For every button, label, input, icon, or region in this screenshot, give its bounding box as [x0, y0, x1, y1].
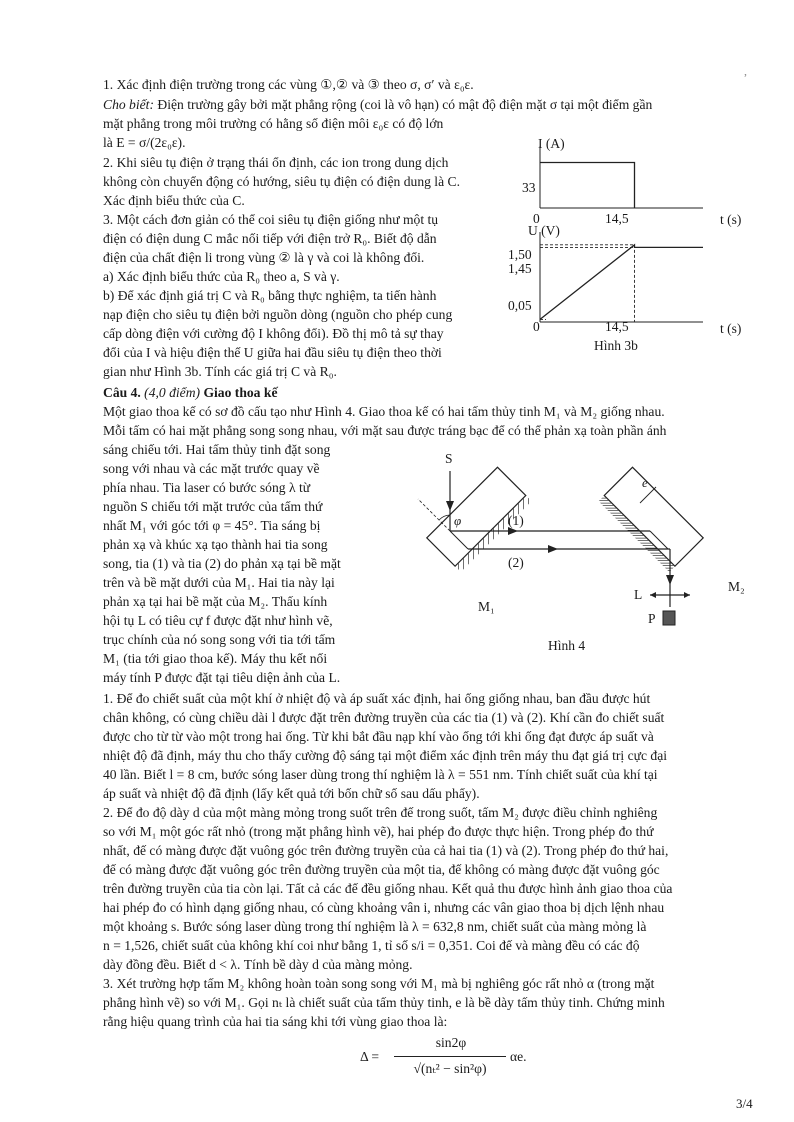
q4-p2-line: dày đồng đều. Biết d < λ. Tính bề dày d của màng mỏng. [103, 957, 413, 972]
figure-4-caption: Hình 4 [548, 638, 586, 653]
q4-left-line: trục chính của nó song song với tia tới tấm [103, 632, 336, 647]
voltage-tick-x14: 14,5 [605, 319, 629, 334]
formula-numerator: sin2φ [435, 1035, 467, 1050]
q4-intro-line2: Mỗi tấm có hai mặt phẳng song song nhau, với mặt sau được tráng bạc để có thể phản xạ toàn phần ánh [103, 423, 667, 438]
m2-label: M₂ [728, 579, 745, 594]
q3-item3-line2: điện có điện dung C mắc nối tiếp với điện trở R₀. Biết độ dẫn [103, 231, 437, 246]
current-tick-x0: 0 [533, 211, 540, 226]
q4-intro-line1: Một giao thoa kế có sơ đồ cấu tạo như Hình 4. Giao thoa kế có hai tấm thủy tinh M₁ và M₂ giống nhau. [103, 404, 665, 419]
q3-item3-line1: 3. Một cách đơn giản có thể coi siêu tụ điện giống như một tụ [103, 212, 439, 227]
q4-p2-line: 2. Để đo độ dày d của một màng mỏng trong suốt trên đế trong suốt, tấm M₂ được điều chỉnh nghiêng [103, 805, 658, 820]
current-tick-33: 33 [522, 180, 536, 195]
current-x-label: t (s) [720, 212, 742, 227]
figure-3b-caption: Hình 3b [594, 338, 638, 353]
q4-left-line: hội tụ L có tiêu cự f được đặt như hình vẽ, [103, 613, 333, 628]
q4-p2-line: trên đường truyền của tia còn lại. Tất cả các đế đều giống nhau. Kết quả thu được hình ảnh giao thoa của [103, 881, 673, 896]
q4-heading-num: Câu 4. [103, 385, 141, 400]
q3-item3b-line1: b) Để xác định giá trị C và R₀ bằng thực nghiệm, ta tiến hành [103, 288, 437, 303]
q3-item3b-line5: gian như Hình 3b. Tính các giá trị C và R₀. [103, 364, 337, 379]
q4-left-line: M₁ (tia tới giao thoa kế). Máy thu kết nối [103, 651, 328, 666]
lens-arrow-right [684, 592, 690, 598]
q3-item3-line3: điện của chất điện li trong vùng ② là γ và coi là không đổi. [103, 250, 425, 265]
q3-item1: 1. Xác định điện trường trong các vùng ①,② và ③ theo σ, σ′ và ε₀ε. [103, 77, 474, 92]
q4-left-line: máy tính P được đặt tại tiêu diện ảnh của L. [103, 670, 341, 685]
current-series-line [540, 163, 635, 209]
q4-p1-line: được cho từ từ vào một trong hai ống. Từ khi bắt đầu nạp khí vào ống tới khi ống đạt được áp suất và [103, 729, 654, 744]
formula-fraction-bar [394, 1056, 506, 1057]
current-tick-x14: 14,5 [605, 211, 629, 226]
q4-heading [103, 384, 770, 402]
q3-item3b-line4: đổi của I và hiệu điện thế U giữa hai đầu siêu tụ điện theo thời [103, 345, 442, 360]
q4-p3-line: rằng hiệu quang trình của hai tia sáng khi tới vùng giao thoa là: [103, 1014, 448, 1029]
q3-hint-line2: mặt phẳng trong môi trường có hằng số điện môi ε₀ε có độ lớn [103, 116, 444, 131]
q3-item2-line3: Xác định biểu thức của C. [103, 193, 245, 208]
formula-lhs: Δ = [360, 1049, 380, 1064]
q4-p2-line: nhất, đế có màng được đặt vuông góc trên đường truyền của cả hai tia (1) và (2). Trong phép đo thứ hai, [103, 843, 669, 858]
q4-p2-line: một khoảng s. Bước sóng laser dùng trong thí nghiệm là λ = 632,8 nm, chiết suất của màng mỏng là [103, 919, 647, 934]
q3-item3b-line3: cấp dòng điện với cường độ I không đổi). Đồ thị mô tả sự thay [103, 326, 444, 341]
page-number: 3/4 [736, 1096, 753, 1111]
q3-item2-line1: 2. Khi siêu tụ điện ở trạng thái ổn định, các ion trong dung dịch [103, 155, 449, 170]
q4-p1-line: nhiệt độ đã định, máy thu cho thấy cường độ sáng tại một điểm xác định trên máy thu đạt giá trị cực đại [103, 748, 668, 763]
thickness-label: e [642, 475, 648, 490]
voltage-tick-x0: 0 [533, 319, 540, 334]
q4-left-line: phản xạ tại hai bề mặt của M₂. Thấu kính [103, 594, 328, 609]
source-label: S [445, 451, 453, 466]
q4-p1-line: áp suất và nhiệt độ đã định (lấy kết quả tới bốn chữ số sau dấu phẩy). [103, 786, 480, 801]
mirror-m2 [599, 467, 704, 572]
q4-p2-line: hai phép đo có hình dạng giống nhau, có cùng khoảng vân i, nhưng các vân giao thoa bị dịch lệnh nhau [103, 900, 665, 915]
figure-4 [388, 445, 778, 667]
q4-p2-line: n = 1,526, chiết suất của không khí coi như bằng 1, tỉ số s/i = 0,351. Coi đế và màng đều có các độ [103, 938, 640, 953]
ray-1-arrow [508, 527, 518, 535]
q4-heading-title: Giao thoa kế [200, 385, 278, 400]
q4-p3-line: 3. Xét trường hợp tấm M₂ không hoàn toàn song song với M₁ mà bị nghiêng góc rất nhỏ α (trong mặt [103, 976, 655, 991]
q4-left-line: sáng chiếu tới. Hai tấm thủy tinh đặt song [103, 442, 331, 457]
q4-left-line: nhất M₁ với góc tới φ = 45°. Tia sáng bị [103, 518, 321, 533]
ray-2-label: (2) [508, 555, 524, 570]
q4-left-line: song, tia (1) và tia (2) do phản xạ tại bề mặt [103, 556, 341, 571]
q4-left-line: phía nhau. Tia laser có bước sóng λ từ [103, 480, 311, 495]
voltage-graph [508, 223, 741, 353]
q4-p2-line: so với M₁ một góc rất nhỏ (trong mặt phẳng hình vẽ), hai phép đo được thực hiện. Trong phép đo thứ [103, 824, 654, 839]
q3-item3b-line2: nạp điện cho siêu tụ điện bởi nguồn dòng (nguồn cho phép cung [103, 307, 453, 322]
q3-hint-formula: là E = σ/(2ε₀ε). [103, 135, 186, 150]
q4-p2-line: đế có màng được đặt vuông góc trên đường truyền của một tia, đế không có màng được đặt vuông góc [103, 862, 660, 877]
corner-mark: , [744, 64, 747, 78]
q4-p1-line: chân không, có cùng chiều dài l được đặt trên đường truyền của các tia (1) và (2). Khí cần đo chiết suất [103, 710, 665, 725]
figure-3b [498, 134, 760, 374]
lens-arrow-left [650, 592, 656, 598]
q3-hint-text: Điện trường gây bởi mặt phẳng rộng (coi là vô hạn) có mật độ điện mặt σ tại một điểm gần [153, 97, 653, 112]
q3-item3a: a) Xác định biểu thức của R₀ theo a, S và γ. [103, 269, 340, 284]
q4-p1-line: 40 lần. Biết l = 8 cm, bước sóng laser dùng trong thí nghiệm là λ = 551 nm. Tính chiết suất của khí tại [103, 767, 658, 782]
q4-left-line: trên và bề mặt dưới của M₁. Hai tia này lại [103, 575, 335, 590]
m1-label: M₁ [478, 599, 495, 614]
voltage-tick-145: 1,45 [508, 261, 532, 276]
q4-left-line: phản xạ và khúc xạ tạo thành hai tia song [103, 537, 328, 552]
formula-rhs: αe. [510, 1049, 527, 1064]
output-ray-arrow [666, 575, 674, 585]
q3-hint [103, 96, 770, 114]
incident-ray-arrow [446, 501, 454, 511]
voltage-tick-005: 0,05 [508, 298, 532, 313]
receiver-p [663, 611, 675, 625]
voltage-tick-150: 1,50 [508, 247, 532, 262]
q3-hint-label: Cho biết: [103, 97, 154, 112]
lens-label: L [634, 587, 643, 602]
voltage-x-label: t (s) [720, 321, 742, 336]
q4-left-line: nguồn S chiếu tới mặt trước của tấm thứ [103, 499, 323, 514]
q4-left-line: song với nhau và các mặt trước quay về [103, 461, 320, 476]
voltage-y-label: U (V) [528, 223, 560, 238]
q4-heading-points: (4,0 điểm) [140, 385, 201, 400]
q4-p1-line: 1. Để đo chiết suất của một khí ở nhiệt độ và áp suất xác định, hai ống giống nhau, ban đầu được hút [103, 691, 651, 706]
current-y-label: I (A) [538, 136, 565, 151]
receiver-label: P [648, 611, 656, 626]
q3-item2-line2: không còn chuyển động có hướng, siêu tụ điện có điện dung là C. [103, 174, 460, 189]
ray-1-label: (1) [508, 513, 524, 528]
normal-line [418, 499, 450, 531]
formula-denominator: √(nₜ² − sin²φ) [413, 1061, 487, 1076]
current-graph [522, 136, 741, 227]
delta-formula [360, 1034, 560, 1080]
phi-label: φ [454, 513, 462, 528]
q4-p3-line: phẳng hình vẽ) so với M₁. Gọi nₜ là chiết suất của tấm thủy tinh, e là bề dày tấm thủy tinh. Chứng minh [103, 995, 665, 1010]
voltage-series-line [540, 245, 703, 320]
ray-2-arrow [548, 545, 558, 553]
